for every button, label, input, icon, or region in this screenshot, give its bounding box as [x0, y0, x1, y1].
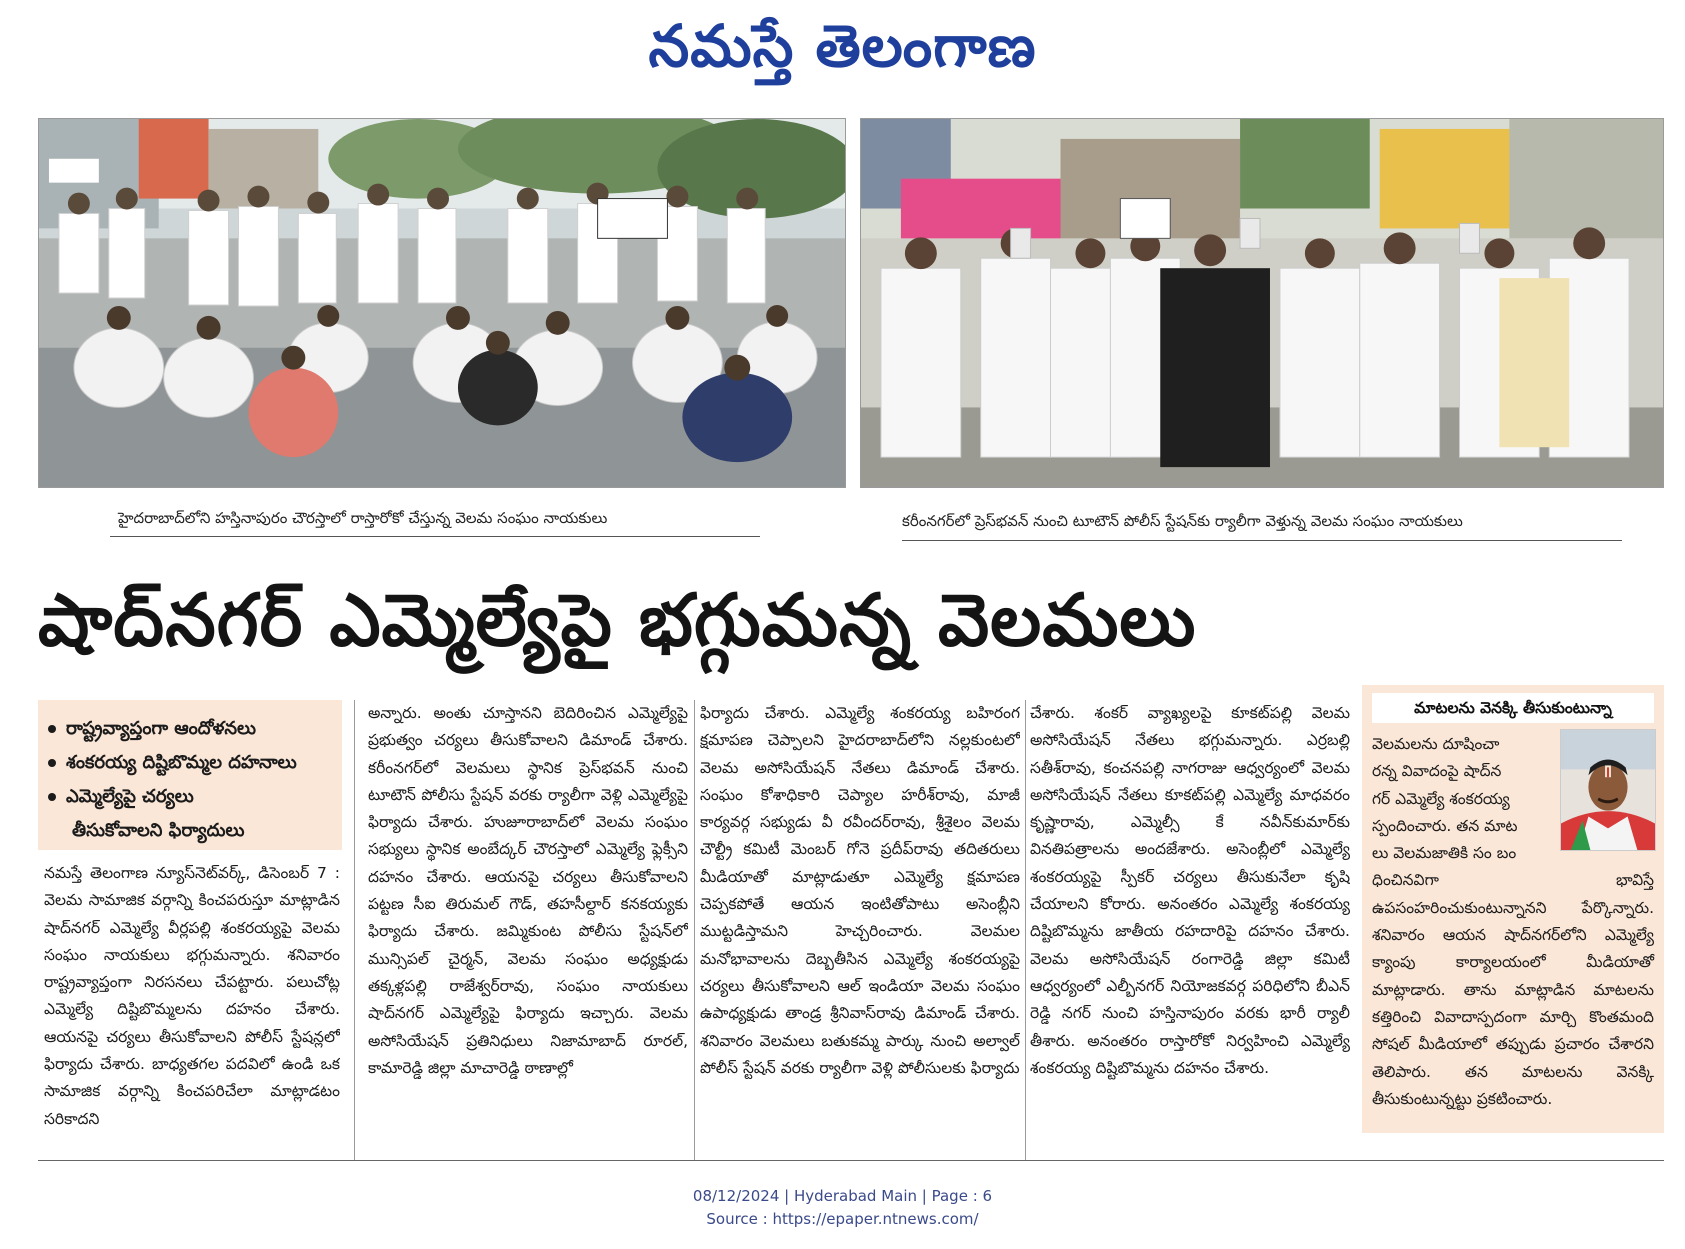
article-text: నమస్తే తెలంగాణ న్యూస్‌నెట్‌వర్క్, డిసెంబర్ 7 : వెలమ సామాజిక వర్గాన్ని కించపరుస్తూ మాట్లాడిన షాద్‌నగర్ ఎమ్మెల్యే వీర్లపల్లి శంకరయ్యపై వెలమ సంఘం నాయకులు భగ్గుమన్నారు. శనివారం రాష్ట్రవ్యాప్తంగా నిరసనలు చేపట్టారు. పలుచోట్ల ఎమ్మెల్యే దిష్టిబొమ్మలను దహనం చేశారు. ఆయనపై చర్యలు తీసుకోవాలని పోలీస్ స్టేషన్లలో ఫిర్యాదు చేశారు. బాధ్యతగల పదవిలో ఉండి ఒక సామాజిక వర్గాన్ని కించపరిచేలా మాట్లాడటం సరికాదని [44, 864, 340, 1128]
highlight-text: ఎమ్మెల్యేపై చర్యలు [66, 786, 194, 807]
highlight-text: శంకరయ్య దిష్టిబొమ్మల దహనాలు [66, 752, 297, 773]
footer-rule [38, 1160, 1664, 1161]
bullet-icon [48, 759, 56, 767]
photo-karimnagar-rally [860, 118, 1664, 488]
bullet-icon [48, 725, 56, 733]
footer-edition-info: 08/12/2024 | Hyderabad Main | Page : 6 [692, 1187, 993, 1205]
article-text: చేశారు. శంకర్ వ్యాఖ్యలపై కూకట్‌పల్లి వెలమ అసోసియేషన్ నేతలు భగ్గుమన్నారు. ఎర్రబల్లి సతీశ్‌రావు, కంచనపల్లి నాగరాజు ఆధ్వర్యంలో వెలమ అసోసియేషన్ నేతలు కూకట్‌పల్లి ఎమ్మెల్యే మాధవరం కృష్ణారావు, ఎమ్మెల్సీ కే నవీన్‌కుమార్‌కు వినతిపత్రాలను అందజేశారు. అసెంబ్లీలో ఎమ్మెల్యే శంకరయ్యపై స్పీకర్ చర్యలు తీసుకునేలా కృషి చేయాలని కోరారు. అనంతరం ఎమ్మెల్యే శంకరయ్య దిష్టిబొమ్మను జాతీయ రహదారిపై దహనం చేశారు. వెలమ అసోసియేషన్ రంగారెడ్డి జిల్లా కమిటీ ఆధ్వర్యంలో ఎల్బీనగర్ నియోజకవర్గ పరిధిలోని బీఎన్ రెడ్డి నగర్ నుంచి హస్తినాపురం వరకు భారీ ర్యాలీ తీశారు. అనంతరం రాస్తారోకో నిర్వహించి ఎమ్మెల్యే శంకరయ్య దిష్టిబొమ్మను దహనం చేశారు. [1030, 704, 1350, 1077]
article-text: అన్నారు. అంతు చూస్తానని బెదిరించిన ఎమ్మెల్యేపై ప్రభుత్వం చర్యలు తీసుకోవాలని డిమాండ్ చేశారు. కరీంనగర్‌లో వెలమలు స్థానిక ప్రెస్‌భవన్ నుంచి టూటౌన్ పోలీసు స్టేషన్ వరకు ర్యాలీగా వెళ్లి ఎమ్మెల్యేపై ఫిర్యాదు చేశారు. హుజూరాబాద్‌లో వెలమ సంఘం సభ్యులు స్థానిక అంబేద్కర్ చౌరస్తాలో ఎమ్మెల్యే ఫ్లెక్సీని దహనం చేశారు. ఆయనపై చర్యలు తీసుకోవాలని పట్టణ సీఐ తిరుమల్ గౌడ్, తహసీల్దార్ కనకయ్యకు ఫిర్యాదు చేశారు. జమ్మికుంట పోలీసు స్టేషన్‌లో మున్సిపల్ చైర్మన్, వెలమ సంఘం అధ్యక్షుడు తక్కళ్లపల్లి రాజేశ్వర్‌రావు, సంఘం నాయకులు షాద్‌నగర్ ఎమ్మెల్యేపై ఫిర్యాదు ఇచ్చారు. వెలమ అసోసియేషన్ ప్రతినిధులు నిజామాబాద్ రూరల్, కామారెడ్డి జిల్లా మాచారెడ్డి ఠాణాల్లో [368, 704, 688, 1077]
highlight-text: రాష్ట్రవ్యాప్తంగా ఆందోళనలు [66, 718, 257, 739]
column-divider [354, 700, 355, 1160]
caption-right-rule [902, 540, 1622, 541]
article-column-3 [700, 700, 1020, 1160]
highlight-item [48, 780, 332, 814]
article-text: ఫిర్యాదు చేశారు. ఎమ్మెల్యే శంకరయ్య బహిరంగ క్షమాపణ చెప్పాలని హైదరాబాద్‌లోని నల్లకుంటలో వెలమ అసోసియేషన్ నేతలు డిమాండ్ చేశారు. సంఘం కోశాధికారి చెప్యాల హరీశ్‌రావు, మాజీ కార్యవర్గ సభ్యుడు వీ రవీందర్‌రావు, శ్రీశైలం వెలమ చౌల్ట్రీ కమిటీ మెంబర్ గోనె ప్రదీప్‌రావు తదితరులు మీడియాతో మాట్లాడుతూ ఎమ్మెల్యే క్షమాపణ చెప్పకపోతే ఆయన ఇంటితోపాటు అసెంబ్లీని ముట్టడిస్తామని హెచ్చరించారు. వెలమల మనోభావాలను దెబ్బతీసిన ఎమ్మెల్యే శంకరయ్యపై చర్యలు తీసుకోవాలని ఆల్ ఇండియా వెలమ సంఘం ఉపాధ్యక్షుడు తాండ్ర శ్రీనివాస్‌రావు డిమాండ్ చేశారు. శనివారం వెలమలు బతుకమ్మ పార్కు నుంచి అల్వాల్ పోలీస్ స్టేషన్ వరకు ర్యాలీగా వెళ్లి పోలీసులకు ఫిర్యాదు [700, 704, 1020, 1077]
sidebar-text-line: స్పందించారు. తన మాట [1372, 816, 1518, 835]
sidebar-text-line: రన్న వివాదంపై షాద్‌న [1372, 762, 1502, 781]
column-divider [1025, 700, 1026, 1160]
highlight-item [48, 746, 332, 780]
photo-left-caption: హైదరాబాద్‌లోని హస్తినాపురం చౌరస్తాలో రాస్తారోకో చేస్తున్న వెలమ సంఘం నాయకులు [118, 509, 608, 527]
headline: షాద్‌నగర్ ఎమ్మెల్యేపై భగ్గుమన్న వెలమలు [38, 578, 1197, 662]
photo-road-protest [38, 118, 846, 488]
bullet-icon [48, 793, 56, 801]
highlight-item-continuation: తీసుకోవాలని ఫిర్యాదులు [72, 820, 245, 841]
article-column-4 [1030, 700, 1350, 1160]
rally-photo-illustration [861, 119, 1663, 487]
sidebar-text-line: గర్ ఎమ్మెల్యే శంకరయ్య [1372, 789, 1510, 808]
caption-left-rule [110, 536, 760, 537]
masthead: నమస్తే తెలంగాణ [648, 12, 1037, 80]
sidebar-title: మాటలను వెనక్కి తీసుకుంటున్నా [1372, 693, 1654, 723]
article-column-2 [368, 700, 688, 1160]
sidebar-text-line: వెలమలను దూషించా [1372, 735, 1500, 753]
highlight-item [48, 712, 332, 746]
article-column-1 [44, 860, 340, 1160]
sidebar-box [1362, 685, 1664, 1133]
sidebar-text [1372, 731, 1654, 1113]
sidebar-text-line: లు వెలమజాతికి సం బం [1372, 844, 1517, 863]
highlights-box [38, 700, 342, 850]
photo-right-caption: కరీంనగర్‌లో ప్రెస్‌భవన్ నుంచి టూటౌన్ పోలీస్ స్టేషన్‌కు ర్యాలీగా వెళ్తున్న వెలమ సంఘం నాయకులు [902, 512, 1463, 530]
protest-photo-illustration [39, 119, 845, 487]
sidebar-text-rest: ధించినవిగా భావిస్తే ఉపసంహరించుకుంటున్నానని పేర్కొన్నారు. శనివారం ఆయన షాద్‌నగర్‌లోని ఎమ్మెల్యే క్యాంపు కార్యాలయంలో మీడియాతో మాట్లాడారు. తాను మాట్లాడిన మాటలను కత్తిరించి వివాదాస్పదంగా మార్చి కొంతమంది సోషల్ మీడియాలో తప్పుడు ప్రచారం చేశారని తెలిపారు. తన మాటలను వెనక్కి తీసుకుంటున్నట్టు ప్రకటించారు. [1372, 871, 1654, 1108]
column-divider [694, 700, 695, 1160]
footer-source-link[interactable]: Source : https://epaper.ntnews.com/ [706, 1210, 979, 1228]
